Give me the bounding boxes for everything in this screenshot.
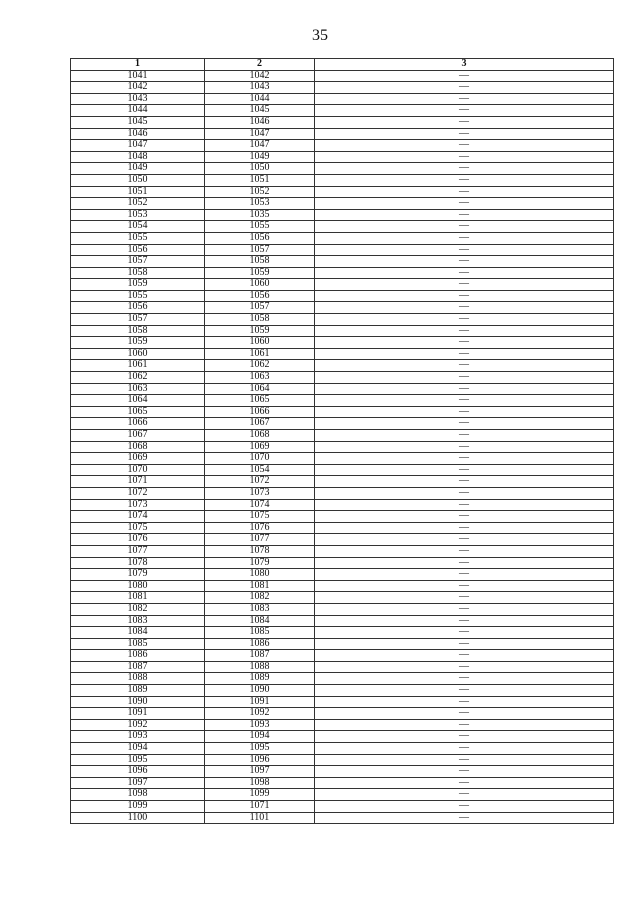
- table-cell-col-2: 1094: [205, 731, 315, 743]
- table-cell-col-2: 1065: [205, 395, 315, 407]
- table-cell-col-2: 1046: [205, 116, 315, 128]
- table-row: [71, 186, 614, 198]
- table-cell-col-2: 1058: [205, 314, 315, 326]
- table-row: [71, 650, 614, 662]
- table-cell-col-1: 1082: [71, 603, 205, 615]
- table-cell-col-3: —: [315, 430, 614, 442]
- table-cell-col-3: —: [315, 395, 614, 407]
- table-cell-col-3: —: [315, 221, 614, 233]
- table-row: [71, 534, 614, 546]
- table-cell-col-2: 1056: [205, 290, 315, 302]
- table-cell-col-1: 1066: [71, 418, 205, 430]
- table-cell-col-2: 1078: [205, 545, 315, 557]
- table-cell-col-3: —: [315, 545, 614, 557]
- table-cell-col-1: 1056: [71, 244, 205, 256]
- table-cell-col-2: 1066: [205, 406, 315, 418]
- table-row: [71, 174, 614, 186]
- table-cell-col-1: 1074: [71, 511, 205, 523]
- table-cell-col-2: 1047: [205, 128, 315, 140]
- table-cell-col-3: —: [315, 708, 614, 720]
- table-cell-col-1: 1046: [71, 128, 205, 140]
- table-cell-col-1: 1094: [71, 743, 205, 755]
- table-cell-col-1: 1043: [71, 93, 205, 105]
- table-row: [71, 163, 614, 175]
- table-cell-col-3: —: [315, 685, 614, 697]
- table-row: [71, 569, 614, 581]
- table-cell-col-2: 1072: [205, 476, 315, 488]
- table-row: [71, 557, 614, 569]
- table-cell-col-2: 1045: [205, 105, 315, 117]
- table-cell-col-2: 1071: [205, 801, 315, 813]
- table-cell-col-1: 1050: [71, 174, 205, 186]
- header-row: [71, 59, 614, 71]
- table-cell-col-1: 1055: [71, 232, 205, 244]
- table-cell-col-3: —: [315, 812, 614, 824]
- table-cell-col-1: 1088: [71, 673, 205, 685]
- table-row: [71, 545, 614, 557]
- table-cell-col-3: —: [315, 174, 614, 186]
- table-row: [71, 685, 614, 697]
- table-row: [71, 638, 614, 650]
- table-cell-col-2: 1091: [205, 696, 315, 708]
- table-cell-col-2: 1063: [205, 372, 315, 384]
- table-cell-col-1: 1054: [71, 221, 205, 233]
- column-header-1: 1: [71, 59, 205, 71]
- table-cell-col-1: 1068: [71, 441, 205, 453]
- table-cell-col-1: 1083: [71, 615, 205, 627]
- table-cell-col-1: 1057: [71, 314, 205, 326]
- table-cell-col-1: 1047: [71, 140, 205, 152]
- table-cell-col-2: 1061: [205, 348, 315, 360]
- table-row: [71, 256, 614, 268]
- table-cell-col-2: 1055: [205, 221, 315, 233]
- table-cell-col-3: —: [315, 418, 614, 430]
- table-row: [71, 360, 614, 372]
- table-cell-col-1: 1098: [71, 789, 205, 801]
- table-cell-col-1: 1070: [71, 464, 205, 476]
- table-row: [71, 209, 614, 221]
- table-cell-col-2: 1080: [205, 569, 315, 581]
- table-cell-col-3: —: [315, 650, 614, 662]
- table-row: [71, 464, 614, 476]
- table-cell-col-3: —: [315, 279, 614, 291]
- table-row: [71, 140, 614, 152]
- table-cell-col-1: 1042: [71, 82, 205, 94]
- table-cell-col-2: 1088: [205, 661, 315, 673]
- table-cell-col-3: —: [315, 209, 614, 221]
- table-cell-col-1: 1080: [71, 580, 205, 592]
- table-row: [71, 395, 614, 407]
- table-cell-col-2: 1050: [205, 163, 315, 175]
- table-row: [71, 279, 614, 291]
- table-cell-col-1: 1058: [71, 325, 205, 337]
- table-row: [71, 406, 614, 418]
- table-cell-col-3: —: [315, 302, 614, 314]
- table-cell-col-2: 1058: [205, 256, 315, 268]
- table-cell-col-3: —: [315, 569, 614, 581]
- table-row: [71, 603, 614, 615]
- page-number: 35: [312, 27, 328, 44]
- table-cell-col-3: —: [315, 499, 614, 511]
- table-row: [71, 337, 614, 349]
- table-cell-col-1: 1041: [71, 70, 205, 82]
- table-cell-col-3: —: [315, 360, 614, 372]
- table-cell-col-1: 1065: [71, 406, 205, 418]
- table-cell-col-3: —: [315, 314, 614, 326]
- table-row: [71, 708, 614, 720]
- table-body: [71, 70, 614, 824]
- table-cell-col-2: 1067: [205, 418, 315, 430]
- table-cell-col-1: 1085: [71, 638, 205, 650]
- table-cell-col-3: —: [315, 464, 614, 476]
- table-row: [71, 105, 614, 117]
- table-row: [71, 70, 614, 82]
- table-cell-col-2: 1064: [205, 383, 315, 395]
- table-cell-col-1: 1076: [71, 534, 205, 546]
- table-row: [71, 198, 614, 210]
- table-row: [71, 453, 614, 465]
- table-cell-col-2: 1074: [205, 499, 315, 511]
- table-cell-col-3: —: [315, 522, 614, 534]
- table-row: [71, 348, 614, 360]
- table-cell-col-2: 1084: [205, 615, 315, 627]
- table-cell-col-1: 1093: [71, 731, 205, 743]
- table-cell-col-3: —: [315, 93, 614, 105]
- table-cell-col-2: 1101: [205, 812, 315, 824]
- table-cell-col-2: 1053: [205, 198, 315, 210]
- table-cell-col-3: —: [315, 151, 614, 163]
- table-cell-col-2: 1082: [205, 592, 315, 604]
- table-cell-col-2: 1056: [205, 232, 315, 244]
- table-header: [71, 59, 614, 71]
- table-row: [71, 754, 614, 766]
- table-cell-col-1: 1072: [71, 487, 205, 499]
- table-cell-col-2: 1047: [205, 140, 315, 152]
- table-cell-col-3: —: [315, 128, 614, 140]
- table-cell-col-3: —: [315, 627, 614, 639]
- table-cell-col-2: 1035: [205, 209, 315, 221]
- table-cell-col-3: —: [315, 766, 614, 778]
- table-cell-col-2: 1052: [205, 186, 315, 198]
- table-row: [71, 476, 614, 488]
- table-cell-col-3: —: [315, 337, 614, 349]
- table-row: [71, 511, 614, 523]
- table-cell-col-3: —: [315, 290, 614, 302]
- table-cell-col-2: 1044: [205, 93, 315, 105]
- table-cell-col-2: 1060: [205, 279, 315, 291]
- table-cell-col-3: —: [315, 116, 614, 128]
- table-cell-col-1: 1052: [71, 198, 205, 210]
- table-cell-col-3: —: [315, 557, 614, 569]
- table-cell-col-3: —: [315, 777, 614, 789]
- table-cell-col-3: —: [315, 372, 614, 384]
- table-cell-col-1: 1089: [71, 685, 205, 697]
- table-cell-col-3: —: [315, 406, 614, 418]
- table-row: [71, 615, 614, 627]
- table-cell-col-2: 1090: [205, 685, 315, 697]
- table-row: [71, 116, 614, 128]
- table-cell-col-2: 1059: [205, 325, 315, 337]
- table-row: [71, 151, 614, 163]
- table-cell-col-2: 1062: [205, 360, 315, 372]
- table-cell-col-3: —: [315, 511, 614, 523]
- table-cell-col-2: 1087: [205, 650, 315, 662]
- table-cell-col-2: 1057: [205, 244, 315, 256]
- table-row: [71, 267, 614, 279]
- table-cell-col-2: 1081: [205, 580, 315, 592]
- table-row: [71, 580, 614, 592]
- table-cell-col-1: 1099: [71, 801, 205, 813]
- table-row: [71, 82, 614, 94]
- table-row: [71, 290, 614, 302]
- table-row: [71, 673, 614, 685]
- table-cell-col-1: 1069: [71, 453, 205, 465]
- table-cell-col-3: —: [315, 140, 614, 152]
- table-row: [71, 418, 614, 430]
- table-cell-col-3: —: [315, 105, 614, 117]
- table-row: [71, 719, 614, 731]
- table-cell-col-1: 1045: [71, 116, 205, 128]
- table-cell-col-1: 1058: [71, 267, 205, 279]
- table-cell-col-2: 1079: [205, 557, 315, 569]
- table-row: [71, 766, 614, 778]
- table-cell-col-3: —: [315, 325, 614, 337]
- table-cell-col-3: —: [315, 592, 614, 604]
- table-cell-col-1: 1056: [71, 302, 205, 314]
- table-cell-col-1: 1060: [71, 348, 205, 360]
- table-cell-col-2: 1049: [205, 151, 315, 163]
- table-cell-col-1: 1084: [71, 627, 205, 639]
- table-cell-col-3: —: [315, 348, 614, 360]
- table-row: [71, 93, 614, 105]
- table-row: [71, 325, 614, 337]
- table-cell-col-1: 1090: [71, 696, 205, 708]
- table-cell-col-1: 1077: [71, 545, 205, 557]
- table-cell-col-2: 1095: [205, 743, 315, 755]
- table-cell-col-2: 1059: [205, 267, 315, 279]
- table-cell-col-1: 1078: [71, 557, 205, 569]
- table-row: [71, 812, 614, 824]
- table-row: [71, 441, 614, 453]
- table-row: [71, 789, 614, 801]
- table-cell-col-1: 1087: [71, 661, 205, 673]
- table-row: [71, 522, 614, 534]
- table-cell-col-2: 1043: [205, 82, 315, 94]
- table-row: [71, 383, 614, 395]
- table-row: [71, 661, 614, 673]
- table-cell-col-3: —: [315, 615, 614, 627]
- table-cell-col-3: —: [315, 638, 614, 650]
- table-cell-col-3: —: [315, 256, 614, 268]
- table-cell-col-1: 1061: [71, 360, 205, 372]
- table-cell-col-2: 1069: [205, 441, 315, 453]
- table-cell-col-2: 1099: [205, 789, 315, 801]
- table-cell-col-1: 1081: [71, 592, 205, 604]
- table-cell-col-2: 1098: [205, 777, 315, 789]
- table-cell-col-2: 1077: [205, 534, 315, 546]
- table-cell-col-2: 1089: [205, 673, 315, 685]
- table-row: [71, 777, 614, 789]
- table-row: [71, 314, 614, 326]
- table-cell-col-2: 1068: [205, 430, 315, 442]
- table-cell-col-2: 1070: [205, 453, 315, 465]
- table-row: [71, 232, 614, 244]
- table-row: [71, 499, 614, 511]
- table-cell-col-3: —: [315, 476, 614, 488]
- table-cell-col-1: 1044: [71, 105, 205, 117]
- table-cell-col-3: —: [315, 453, 614, 465]
- table-cell-col-2: 1086: [205, 638, 315, 650]
- table-row: [71, 128, 614, 140]
- table-cell-col-1: 1059: [71, 279, 205, 291]
- table-row: [71, 627, 614, 639]
- table-cell-col-1: 1059: [71, 337, 205, 349]
- table-cell-col-3: —: [315, 661, 614, 673]
- table-cell-col-1: 1079: [71, 569, 205, 581]
- table-row: [71, 302, 614, 314]
- table-cell-col-1: 1071: [71, 476, 205, 488]
- table-cell-col-1: 1095: [71, 754, 205, 766]
- table-cell-col-3: —: [315, 743, 614, 755]
- table-row: [71, 430, 614, 442]
- table-cell-col-3: —: [315, 441, 614, 453]
- table-cell-col-2: 1085: [205, 627, 315, 639]
- table-cell-col-1: 1049: [71, 163, 205, 175]
- table-cell-col-1: 1055: [71, 290, 205, 302]
- table-cell-col-3: —: [315, 244, 614, 256]
- table-cell-col-3: —: [315, 754, 614, 766]
- table-cell-col-2: 1096: [205, 754, 315, 766]
- table-cell-col-2: 1076: [205, 522, 315, 534]
- table-cell-col-3: —: [315, 82, 614, 94]
- data-table: [70, 58, 614, 824]
- table-cell-col-1: 1100: [71, 812, 205, 824]
- table-cell-col-3: —: [315, 198, 614, 210]
- table-cell-col-3: —: [315, 696, 614, 708]
- table-cell-col-3: —: [315, 534, 614, 546]
- table-cell-col-1: 1062: [71, 372, 205, 384]
- table-cell-col-3: —: [315, 383, 614, 395]
- table-cell-col-1: 1096: [71, 766, 205, 778]
- table-row: [71, 487, 614, 499]
- table-cell-col-2: 1083: [205, 603, 315, 615]
- table-cell-col-2: 1075: [205, 511, 315, 523]
- table-cell-col-1: 1051: [71, 186, 205, 198]
- column-header-2: 2: [205, 59, 315, 71]
- table-row: [71, 743, 614, 755]
- table-cell-col-1: 1064: [71, 395, 205, 407]
- table-row: [71, 801, 614, 813]
- table-cell-col-2: 1057: [205, 302, 315, 314]
- table-cell-col-2: 1054: [205, 464, 315, 476]
- table-row: [71, 592, 614, 604]
- table-cell-col-1: 1092: [71, 719, 205, 731]
- table-cell-col-1: 1075: [71, 522, 205, 534]
- table-cell-col-3: —: [315, 731, 614, 743]
- table-cell-col-3: —: [315, 580, 614, 592]
- table-cell-col-3: —: [315, 70, 614, 82]
- table-row: [71, 372, 614, 384]
- table-cell-col-3: —: [315, 801, 614, 813]
- table-cell-col-1: 1091: [71, 708, 205, 720]
- table-cell-col-2: 1097: [205, 766, 315, 778]
- table-cell-col-3: —: [315, 719, 614, 731]
- table-cell-col-2: 1073: [205, 487, 315, 499]
- table-cell-col-1: 1073: [71, 499, 205, 511]
- table-cell-col-3: —: [315, 267, 614, 279]
- table-cell-col-3: —: [315, 789, 614, 801]
- table-cell-col-3: —: [315, 673, 614, 685]
- column-header-3: 3: [315, 59, 614, 71]
- table-cell-col-3: —: [315, 163, 614, 175]
- table-cell-col-2: 1093: [205, 719, 315, 731]
- table-cell-col-1: 1086: [71, 650, 205, 662]
- table-cell-col-3: —: [315, 487, 614, 499]
- table-cell-col-1: 1048: [71, 151, 205, 163]
- table-cell-col-3: —: [315, 603, 614, 615]
- table-cell-col-2: 1051: [205, 174, 315, 186]
- table-cell-col-2: 1060: [205, 337, 315, 349]
- table-row: [71, 696, 614, 708]
- table-cell-col-1: 1053: [71, 209, 205, 221]
- table-row: [71, 221, 614, 233]
- table-row: [71, 731, 614, 743]
- table-cell-col-1: 1063: [71, 383, 205, 395]
- table-cell-col-1: 1067: [71, 430, 205, 442]
- table-row: [71, 244, 614, 256]
- table-cell-col-3: —: [315, 232, 614, 244]
- table-cell-col-2: 1092: [205, 708, 315, 720]
- table-cell-col-1: 1097: [71, 777, 205, 789]
- table-cell-col-1: 1057: [71, 256, 205, 268]
- table-cell-col-2: 1042: [205, 70, 315, 82]
- table-cell-col-3: —: [315, 186, 614, 198]
